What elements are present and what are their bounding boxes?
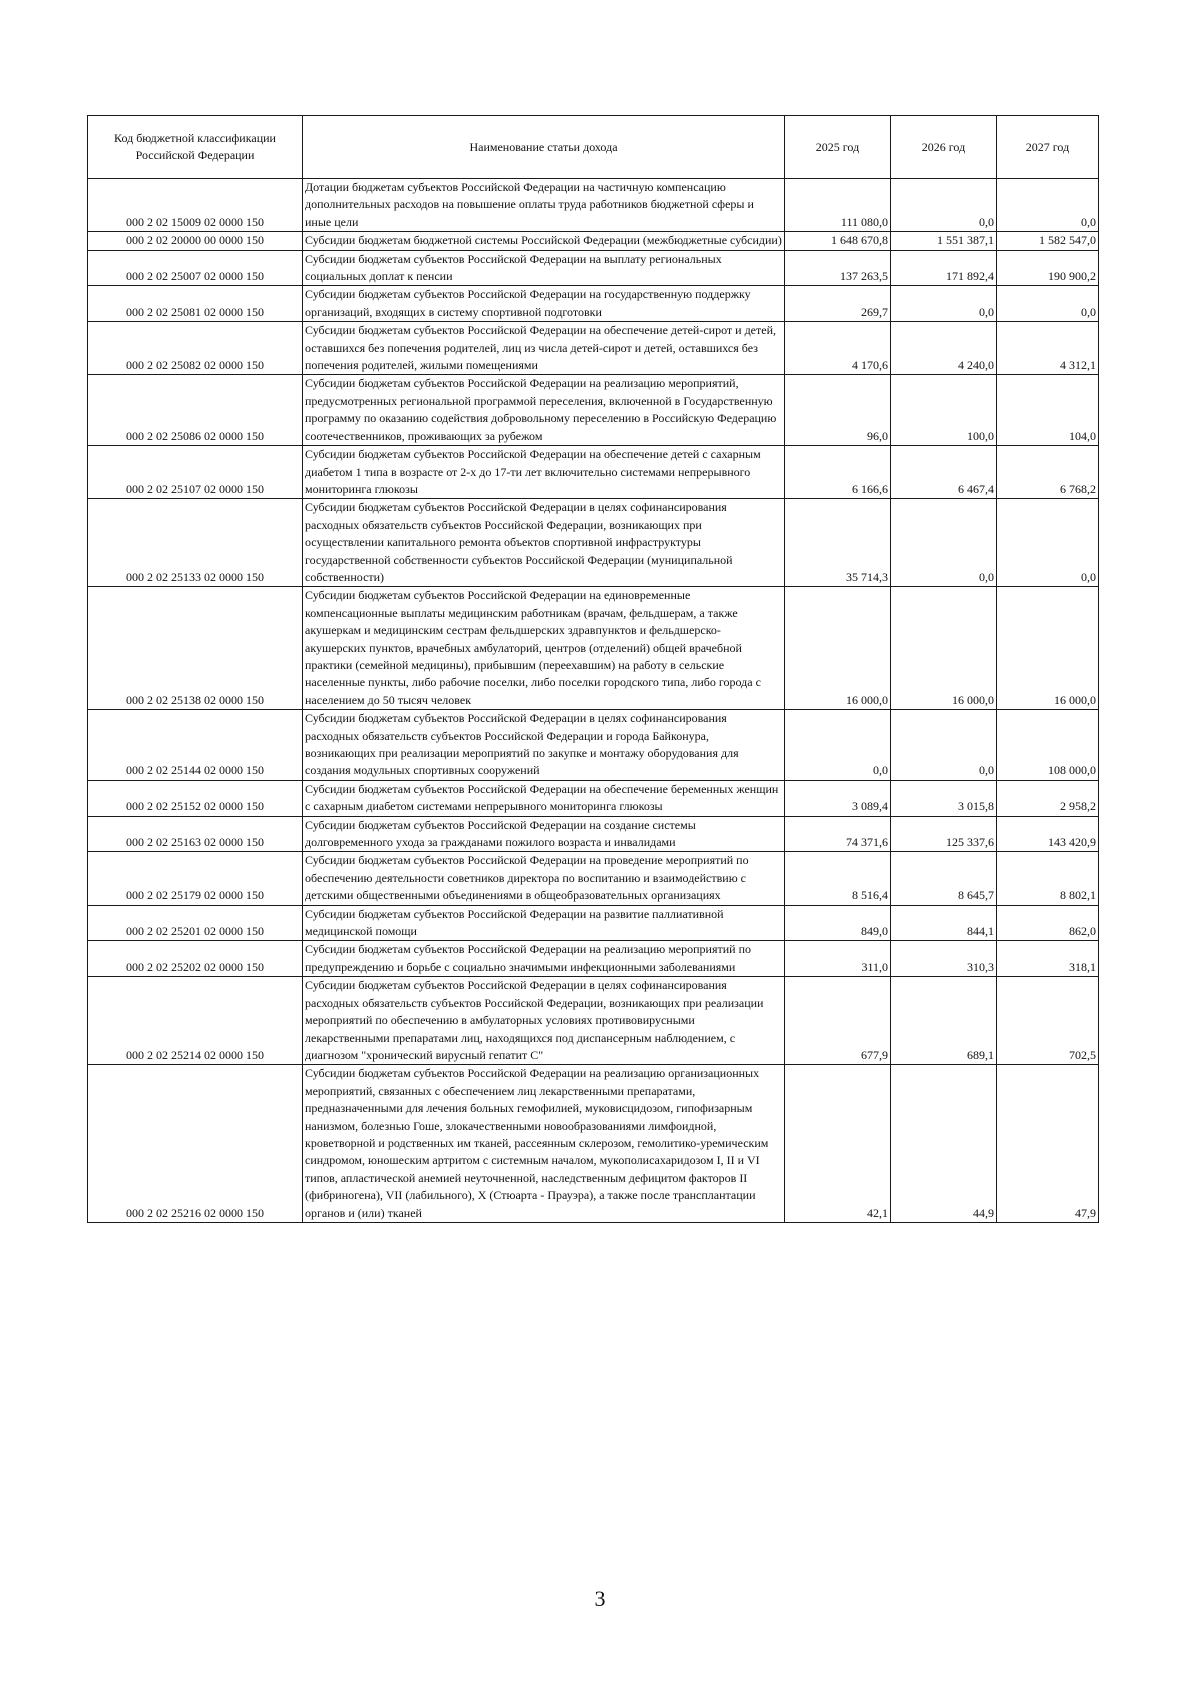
value-2027-cell: 8 802,1 <box>997 852 1099 905</box>
name-cell: Субсидии бюджетам субъектов Российской Федерации на обеспечение детей-сирот и детей, оставшихся без попечения родителей, лиц из числа детей-сирот и детей, оставшихся без попечения родителей, жилыми помещениями <box>303 322 785 375</box>
value-2027-cell: 4 312,1 <box>997 322 1099 375</box>
value-2026-cell: 310,3 <box>891 941 997 977</box>
name-cell: Субсидии бюджетам субъектов Российской Федерации на проведение мероприятий по обеспечению деятельности советников директора по воспитанию и взаимодействию с детскими общественными объединениями в общеобразовательных организациях <box>303 852 785 905</box>
table-row <box>88 780 1099 816</box>
revenue-table <box>87 115 1099 1223</box>
table-row <box>88 587 1099 710</box>
code-cell: 000 2 02 25086 02 0000 150 <box>88 375 303 446</box>
table-row <box>88 852 1099 905</box>
code-cell: 000 2 02 25179 02 0000 150 <box>88 852 303 905</box>
value-2027-cell: 47,9 <box>997 1065 1099 1223</box>
value-2027-cell: 862,0 <box>997 905 1099 941</box>
code-cell: 000 2 02 25007 02 0000 150 <box>88 250 303 286</box>
value-2027-cell: 1 582 547,0 <box>997 232 1099 250</box>
value-2026-cell: 44,9 <box>891 1065 997 1223</box>
table-row <box>88 499 1099 587</box>
value-2027-cell: 104,0 <box>997 375 1099 446</box>
name-cell: Субсидии бюджетам субъектов Российской Федерации на единовременные компенсационные выплаты медицинским работникам (врачам, фельдшерам, а также акушеркам и медицинским сестрам фельдшерских здравпунктов и фельдшерско-акушерских пунктов, врачебных амбулаторий, центров (отделений) общей врачебной практики (семейной медицины), прибывшим (переехавшим) на работу в сельские населенные пункты, либо рабочие поселки, либо поселки городского типа, либо города с населением до 50 тысяч человек <box>303 587 785 710</box>
value-2025-cell: 4 170,6 <box>785 322 891 375</box>
value-2027-cell: 318,1 <box>997 941 1099 977</box>
name-cell: Субсидии бюджетам субъектов Российской Федерации на создание системы долговременного ухода за гражданами пожилого возраста и инвалидами <box>303 816 785 852</box>
value-2025-cell: 1 648 670,8 <box>785 232 891 250</box>
value-2027-cell: 143 420,9 <box>997 816 1099 852</box>
code-cell: 000 2 02 25081 02 0000 150 <box>88 286 303 322</box>
table-row <box>88 322 1099 375</box>
value-2025-cell: 677,9 <box>785 977 891 1065</box>
header-2027: 2027 год <box>997 116 1099 179</box>
value-2026-cell: 171 892,4 <box>891 250 997 286</box>
code-cell: 000 2 02 25144 02 0000 150 <box>88 710 303 781</box>
page-number: 3 <box>594 1586 606 1611</box>
value-2026-cell: 0,0 <box>891 710 997 781</box>
code-cell: 000 2 02 20000 00 0000 150 <box>88 232 303 250</box>
table-row <box>88 446 1099 499</box>
value-2027-cell: 2 958,2 <box>997 780 1099 816</box>
value-2026-cell: 1 551 387,1 <box>891 232 997 250</box>
value-2025-cell: 137 263,5 <box>785 250 891 286</box>
code-cell: 000 2 02 25082 02 0000 150 <box>88 322 303 375</box>
value-2026-cell: 100,0 <box>891 375 997 446</box>
code-cell: 000 2 02 25216 02 0000 150 <box>88 1065 303 1223</box>
value-2025-cell: 0,0 <box>785 710 891 781</box>
value-2025-cell: 311,0 <box>785 941 891 977</box>
code-cell: 000 2 02 25107 02 0000 150 <box>88 446 303 499</box>
table-row <box>88 250 1099 286</box>
table-header-row <box>88 116 1099 179</box>
value-2025-cell: 849,0 <box>785 905 891 941</box>
header-code: Код бюджетной классификации Российской Федерации <box>88 116 303 179</box>
value-2025-cell: 111 080,0 <box>785 179 891 232</box>
value-2026-cell: 16 000,0 <box>891 587 997 710</box>
value-2025-cell: 74 371,6 <box>785 816 891 852</box>
table-row <box>88 977 1099 1065</box>
code-cell: 000 2 02 25163 02 0000 150 <box>88 816 303 852</box>
value-2025-cell: 8 516,4 <box>785 852 891 905</box>
name-cell: Субсидии бюджетам субъектов Российской Федерации в целях софинансирования расходных обязательств субъектов Российской Федерации, возникающих при реализации мероприятий по обеспечению в амбулаторных условиях противовирусными лекарственными препаратами лиц, находящихся под диспансерным наблюдением, с диагнозом "хронический вирусный гепатит С" <box>303 977 785 1065</box>
table-row <box>88 710 1099 781</box>
table-row <box>88 1065 1099 1223</box>
header-name: Наименование статьи дохода <box>303 116 785 179</box>
header-2026: 2026 год <box>891 116 997 179</box>
table-row <box>88 816 1099 852</box>
value-2025-cell: 6 166,6 <box>785 446 891 499</box>
name-cell: Субсидии бюджетам субъектов Российской Федерации на обеспечение детей с сахарным диабетом 1 типа в возрасте от 2-х до 17-ти лет включительно системами непрерывного мониторинга глюкозы <box>303 446 785 499</box>
code-cell: 000 2 02 15009 02 0000 150 <box>88 179 303 232</box>
name-cell: Субсидии бюджетам субъектов Российской Федерации на реализацию мероприятий, предусмотренных региональной программой переселения, включенной в Государственную программу по оказанию содействия добровольному переселению в Российскую Федерацию соотечественников, проживающих за рубежом <box>303 375 785 446</box>
table-row <box>88 286 1099 322</box>
value-2025-cell: 42,1 <box>785 1065 891 1223</box>
value-2026-cell: 125 337,6 <box>891 816 997 852</box>
value-2026-cell: 0,0 <box>891 286 997 322</box>
header-2025: 2025 год <box>785 116 891 179</box>
code-cell: 000 2 02 25201 02 0000 150 <box>88 905 303 941</box>
name-cell: Субсидии бюджетам субъектов Российской Федерации в целях софинансирования расходных обязательств субъектов Российской Федерации и города Байконура, возникающих при реализации мероприятий по закупке и монтажу оборудования для создания модульных спортивных сооружений <box>303 710 785 781</box>
value-2026-cell: 8 645,7 <box>891 852 997 905</box>
value-2025-cell: 3 089,4 <box>785 780 891 816</box>
name-cell: Субсидии бюджетам субъектов Российской Федерации в целях софинансирования расходных обязательств субъектов Российской Федерации, возникающих при осуществлении капитального ремонта объектов спортивной инфраструктуры государственной собственности субъектов Российской Федерации (муниципальной собственности) <box>303 499 785 587</box>
table-body <box>88 179 1099 1223</box>
value-2027-cell: 16 000,0 <box>997 587 1099 710</box>
value-2027-cell: 0,0 <box>997 286 1099 322</box>
table-row <box>88 375 1099 446</box>
code-cell: 000 2 02 25133 02 0000 150 <box>88 499 303 587</box>
name-cell: Субсидии бюджетам субъектов Российской Федерации на реализацию организационных мероприятий, связанных с обеспечением лиц лекарственными препаратами, предназначенными для лечения больных гемофилией, муковисцидозом, гипофизарным нанизмом, болезнью Гоше, злокачественными новообразованиями лимфоидной, кроветворной и родственных им тканей, рассеянным склерозом, гемолитико-уремическим синдромом, юношеским артритом с системным началом, мукополисахаридозом I, II и VI типов, апластической анемией неуточненной, наследственным дефицитом факторов II (фибриногена), VII (лабильного), X (Стюарта - Прауэра), а также после трансплантации органов и (или) тканей <box>303 1065 785 1223</box>
name-cell: Субсидии бюджетам бюджетной системы Российской Федерации (межбюджетные субсидии) <box>303 232 785 250</box>
value-2026-cell: 4 240,0 <box>891 322 997 375</box>
value-2026-cell: 3 015,8 <box>891 780 997 816</box>
name-cell: Субсидии бюджетам субъектов Российской Федерации на развитие паллиативной медицинской помощи <box>303 905 785 941</box>
value-2026-cell: 0,0 <box>891 179 997 232</box>
name-cell: Субсидии бюджетам субъектов Российской Федерации на обеспечение беременных женщин с сахарным диабетом системами непрерывного мониторинга глюкозы <box>303 780 785 816</box>
name-cell: Дотации бюджетам субъектов Российской Федерации на частичную компенсацию дополнительных расходов на повышение оплаты труда работников бюджетной сферы и иные цели <box>303 179 785 232</box>
value-2025-cell: 269,7 <box>785 286 891 322</box>
table-row <box>88 232 1099 250</box>
value-2027-cell: 0,0 <box>997 499 1099 587</box>
code-cell: 000 2 02 25214 02 0000 150 <box>88 977 303 1065</box>
value-2027-cell: 190 900,2 <box>997 250 1099 286</box>
value-2026-cell: 0,0 <box>891 499 997 587</box>
value-2025-cell: 35 714,3 <box>785 499 891 587</box>
value-2027-cell: 702,5 <box>997 977 1099 1065</box>
name-cell: Субсидии бюджетам субъектов Российской Федерации на выплату региональных социальных доплат к пенсии <box>303 250 785 286</box>
value-2026-cell: 844,1 <box>891 905 997 941</box>
value-2026-cell: 689,1 <box>891 977 997 1065</box>
code-cell: 000 2 02 25202 02 0000 150 <box>88 941 303 977</box>
table-row <box>88 179 1099 232</box>
name-cell: Субсидии бюджетам субъектов Российской Федерации на реализацию мероприятий по предупреждению и борьбе с социально значимыми инфекционными заболеваниями <box>303 941 785 977</box>
table-row <box>88 905 1099 941</box>
name-cell: Субсидии бюджетам субъектов Российской Федерации на государственную поддержку организаций, входящих в систему спортивной подготовки <box>303 286 785 322</box>
code-cell: 000 2 02 25152 02 0000 150 <box>88 780 303 816</box>
value-2027-cell: 6 768,2 <box>997 446 1099 499</box>
value-2026-cell: 6 467,4 <box>891 446 997 499</box>
value-2025-cell: 96,0 <box>785 375 891 446</box>
value-2027-cell: 0,0 <box>997 179 1099 232</box>
code-cell: 000 2 02 25138 02 0000 150 <box>88 587 303 710</box>
value-2025-cell: 16 000,0 <box>785 587 891 710</box>
table-row <box>88 941 1099 977</box>
value-2027-cell: 108 000,0 <box>997 710 1099 781</box>
